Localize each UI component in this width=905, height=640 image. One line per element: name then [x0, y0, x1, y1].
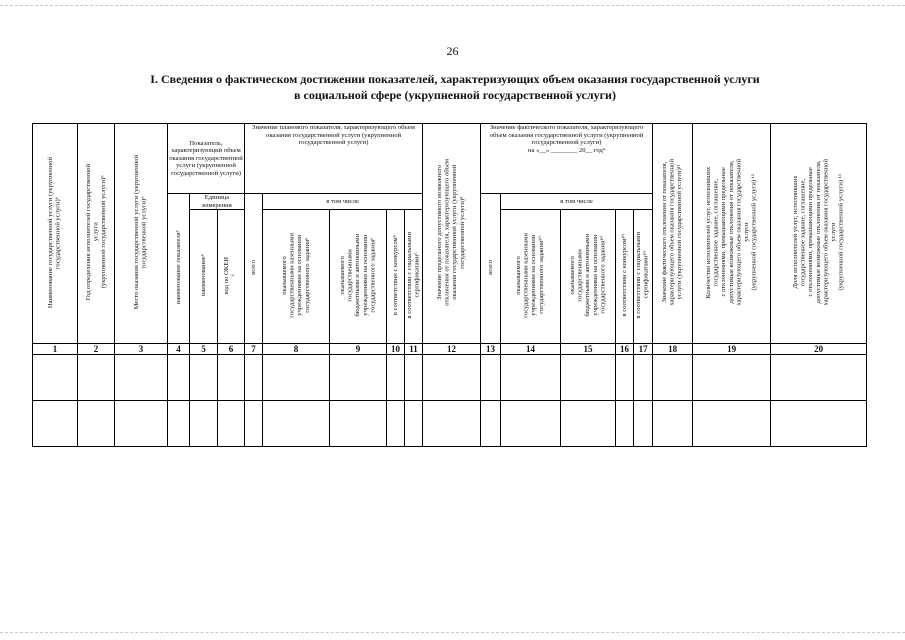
- header-actual-certificates: в соответствии с социальными сертификатами¹⁰: [634, 210, 653, 344]
- page-bottom-rule: [0, 632, 905, 633]
- header-planned-total: всего: [245, 194, 263, 344]
- column-numbers-row: [33, 344, 867, 355]
- header-actual: [481, 124, 653, 194]
- header-executors-count: Количество исполнителей услуг, исполнивших государственное задание, соглашение, с отклонениями, превышающими предельные допустимые возможные отклонения от показателя, характеризующего объем оказания государственной услуги (укрупненной государственной услуги) ¹²: [693, 124, 771, 344]
- header-actual-title: Значение фактического показателя, характеризующего объем оказания государственной услуги (укрупненной государственной услуги): [489, 124, 644, 147]
- table-cell[interactable]: [423, 355, 481, 401]
- header-place: Место оказания государственной услуги (укрупненной государственной услуги)⁶: [115, 124, 168, 344]
- header-actual-contest: в соответствии с конкурсом¹⁰: [616, 210, 634, 344]
- column-number: 18: [653, 344, 693, 355]
- column-number: 2: [78, 344, 115, 355]
- section-heading: [60, 71, 850, 103]
- table-cell[interactable]: [693, 355, 771, 401]
- column-number: 11: [405, 344, 423, 355]
- table-cell[interactable]: [330, 401, 387, 447]
- table-cell[interactable]: [78, 355, 115, 401]
- column-number: 13: [481, 344, 501, 355]
- header-year: Год определения исполнителей государственной услуги (укрупненной государственной услуги)⁶: [78, 124, 115, 344]
- column-number: 5: [190, 344, 218, 355]
- header-actual-date: на «__» ________ 20__ год⁹: [528, 146, 606, 154]
- table-cell[interactable]: [168, 401, 190, 447]
- table-cell[interactable]: [387, 355, 405, 401]
- header-planned-contest: в соответствии с конкурсом⁶: [387, 210, 405, 344]
- column-number: 4: [168, 344, 190, 355]
- table-cell[interactable]: [501, 355, 561, 401]
- table-cell[interactable]: [481, 355, 501, 401]
- column-number: 17: [634, 344, 653, 355]
- page-top-rule: [0, 5, 905, 6]
- table-cell[interactable]: [481, 401, 501, 447]
- table-row: [33, 355, 867, 401]
- table-cell[interactable]: [263, 401, 330, 447]
- header-actual-including: в том числе: [501, 194, 653, 210]
- table-cell[interactable]: [634, 355, 653, 401]
- header-planned-including: в том числе: [263, 194, 423, 210]
- table-cell[interactable]: [168, 355, 190, 401]
- table-cell[interactable]: [405, 401, 423, 447]
- header-actual-budget: оказываемого государственными бюджетными и автономными учреждениями на основании государственного задания¹⁰: [561, 210, 616, 344]
- table-cell[interactable]: [115, 355, 168, 401]
- table-cell[interactable]: [771, 355, 867, 401]
- header-row-1: [33, 124, 867, 194]
- column-number: 10: [387, 344, 405, 355]
- table-cell[interactable]: [33, 355, 78, 401]
- header-actual-total: всего: [481, 194, 501, 344]
- table-cell[interactable]: [245, 355, 263, 401]
- column-number: 12: [423, 344, 481, 355]
- header-planned-state: оказываемого государственными казенными учреждениями на основании государственного задания⁶: [263, 210, 330, 344]
- table-cell[interactable]: [405, 355, 423, 401]
- table-cell[interactable]: [561, 355, 616, 401]
- header-planned: Значение планового показателя, характеризующего объем оказания государственной услуги (укрупненной государственной услуги): [245, 124, 423, 194]
- column-number: 16: [616, 344, 634, 355]
- page-number: 26: [446, 44, 459, 58]
- table-cell[interactable]: [561, 401, 616, 447]
- header-actual-deviation: Значение фактического отклонения от показателя, характеризующего объем оказания государственной услуги (укрупненной государственной услуги)¹¹: [653, 124, 693, 344]
- section-heading-line-2: в социальной сфере (укрупненной государственной услуги): [294, 88, 616, 102]
- header-executors-share: Доля исполнителей услуг, исполнивших государственное задание, соглашение, с отклонениями, превышающими предельные допустимые возможные отклонения от показателя, характеризующего объем оказания государственной услуги (укрупненной государственной услуги) ¹³: [771, 124, 867, 344]
- column-number: 20: [771, 344, 867, 355]
- table-cell[interactable]: [78, 401, 115, 447]
- header-planned-certificates: в соответствии с социальными сертификатами⁶: [405, 210, 423, 344]
- header-unit-name: наименование⁶: [190, 210, 218, 344]
- report-table: [32, 123, 867, 447]
- table-cell[interactable]: [616, 401, 634, 447]
- header-actual-state: оказываемого государственными казенными учреждениями на основании государственного задания¹⁰: [501, 210, 561, 344]
- header-indicator: Показатель, характеризующий объем оказания государственной услуги (укрупненной государственной услуги): [168, 124, 245, 194]
- section-heading-line-1: I. Сведения о фактическом достижении показателей, характеризующих объем оказания государственной услуги: [150, 72, 760, 86]
- column-number: 3: [115, 344, 168, 355]
- table-cell[interactable]: [634, 401, 653, 447]
- table-cell[interactable]: [190, 401, 218, 447]
- column-number: 7: [245, 344, 263, 355]
- header-allowed-deviation: Значение предельного допустимого возможного отклонения от показателя, характеризующего объем оказания государственной услуги (укрупненной государственной услуги)⁸: [423, 124, 481, 344]
- header-planned-budget: оказываемого государственными бюджетными и автономными учреждениями на основании государственного задания⁶: [330, 210, 387, 344]
- table-cell[interactable]: [693, 401, 771, 447]
- table-cell[interactable]: [653, 355, 693, 401]
- table-row: [33, 401, 867, 447]
- table-cell[interactable]: [245, 401, 263, 447]
- table-cell[interactable]: [190, 355, 218, 401]
- header-unit-okei: код по ОКЕИ ⁶: [218, 210, 245, 344]
- column-number: 19: [693, 344, 771, 355]
- table-cell[interactable]: [115, 401, 168, 447]
- column-number: 1: [33, 344, 78, 355]
- table-cell[interactable]: [616, 355, 634, 401]
- column-number: 15: [561, 344, 616, 355]
- column-number: 8: [263, 344, 330, 355]
- header-indicator-name: наименование показателя⁶: [168, 194, 190, 344]
- table-cell[interactable]: [33, 401, 78, 447]
- table-cell[interactable]: [218, 401, 245, 447]
- table-cell[interactable]: [330, 355, 387, 401]
- table-cell[interactable]: [263, 355, 330, 401]
- column-number: 6: [218, 344, 245, 355]
- table-cell[interactable]: [501, 401, 561, 447]
- table-cell[interactable]: [653, 401, 693, 447]
- header-unit: Единица измерения: [190, 194, 245, 210]
- table-cell[interactable]: [387, 401, 405, 447]
- column-number: 14: [501, 344, 561, 355]
- column-number: 9: [330, 344, 387, 355]
- header-service-name: Наименование государственной услуги (укрупненной государственной услуги)⁶: [33, 124, 78, 344]
- table-cell[interactable]: [423, 401, 481, 447]
- table-cell[interactable]: [771, 401, 867, 447]
- table-cell[interactable]: [218, 355, 245, 401]
